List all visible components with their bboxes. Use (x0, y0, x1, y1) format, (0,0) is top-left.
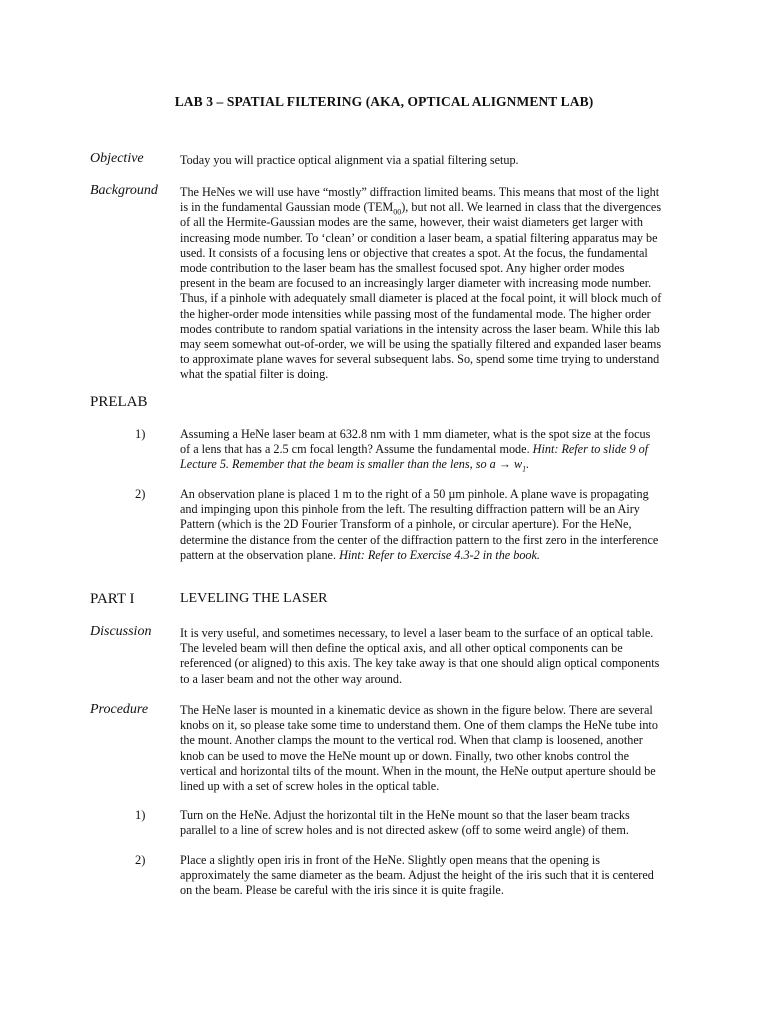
prelab-item-1 (180, 427, 680, 473)
prelab-item-text: pattern at the observation plane. (180, 547, 340, 562)
procedure-line: lined up with a set of screw holes in the optical table. (180, 779, 440, 794)
prelab-hint-text: Lecture 5. Remember that the beam is smaller than the lens, so a → w (180, 457, 523, 472)
prelab-item-line (180, 442, 680, 457)
prelab-item-line: Assuming a HeNe laser beam at 632.8 nm with 1 mm diameter, what is the spot size at the focus (180, 427, 651, 441)
objective-label: Objective (90, 151, 144, 166)
prelab-item-number: 2) (135, 487, 146, 501)
document-title: LAB 3 – SPATIAL FILTERING (AKA, OPTICAL ALIGNMENT LAB) (174, 94, 594, 109)
procedure-step-1 (180, 808, 680, 838)
procedure-step-2 (180, 853, 680, 899)
prelab-item-2 (180, 487, 680, 563)
background-line: of all the Hermite-Gaussian modes are the same, however, their waist diameters get larger with (180, 215, 643, 230)
procedure-step-number: 1) (135, 808, 146, 822)
procedure-line: knobs on it, so please take some time to understand them. One of them clamps the HeNe tube into (180, 718, 658, 733)
procedure-line: vertical and horizontal tilts of the mount. When in the mount, the HeNe output aperture should be (180, 763, 656, 778)
prelab-item-line: determine the distance from the center of the diffraction pattern to the first zero in the interference (180, 532, 659, 547)
procedure-label: Procedure (90, 702, 149, 717)
procedure-line: knob can be used to move the HeNe mount up or down. Finally, two other knobs control the (180, 748, 630, 763)
procedure-text (180, 703, 680, 794)
background-line: present in the beam are focused to an increasingly larger diameter with increasing mode number. (180, 276, 652, 291)
prelab-label: PRELAB (90, 394, 148, 410)
background-line: what the spatial filter is doing. (180, 367, 329, 382)
background-text (180, 185, 680, 383)
prelab-item-number: 1) (135, 427, 146, 441)
background-line: mode contribution to the laser beam has the smallest focused spot. Any higher order modes (180, 261, 625, 276)
background-line: to approximate plane waves for several subsequent labs. So, spend some time trying to understand (180, 352, 660, 367)
discussion-line: to a laser beam and not the other way around. (180, 671, 403, 686)
procedure-line: The HeNe laser is mounted in a kinematic device as shown in the figure below. There are several (180, 703, 653, 717)
background-line-part: ), but not all. We learned in class that the divergences (401, 200, 662, 215)
hint-subscript: 1 (522, 464, 527, 474)
objective-text (180, 153, 680, 168)
procedure-step-line: Turn on the HeNe. Adjust the horizontal tilt in the HeNe mount so that the laser beam tracks (180, 808, 630, 822)
background-line: modes contribute to random spatial variations in the intensity across the laser beam. While this lab (180, 321, 660, 336)
discussion-line: It is very useful, and sometimes necessary, to level a laser beam to the surface of an optical table. (180, 626, 654, 640)
background-line (180, 200, 680, 215)
prelab-item-line (180, 548, 680, 563)
discussion-line: referenced (or aligned) to this axis. The key take away is that one should align optical components (180, 656, 660, 671)
prelab-item-line: An observation plane is placed 1 m to the right of a 50 µm pinhole. A plane wave is propagating (180, 487, 649, 501)
hint-period: . (526, 457, 530, 472)
procedure-step-line: approximately the same diameter as the beam. Adjust the height of the iris such that it is centered (180, 868, 654, 883)
background-line: used. It consists of a focusing lens or objective that creates a spot. At the focus, the fundamental (180, 245, 648, 260)
prelab-hint: Hint: Refer to Exercise 4.3-2 in the book. (339, 547, 540, 562)
tem-subscript: 00 (393, 207, 402, 217)
background-line-part: is in the fundamental Gaussian mode (TEM (180, 200, 394, 215)
background-line: increasing mode number. To ‘clean’ or condition a laser beam, a spatial filtering apparatus may be (180, 230, 658, 245)
background-label: Background (90, 183, 158, 198)
procedure-step-line: Place a slightly open iris in front of the HeNe. Slightly open means that the opening is (180, 853, 601, 867)
part-label: PART I (90, 591, 135, 607)
prelab-item-line: and impinging upon this pinhole from the left. The resulting diffraction pattern will be an Airy (180, 502, 640, 517)
prelab-hint: Hint: Refer to slide 9 of (532, 442, 649, 457)
discussion-label: Discussion (90, 624, 152, 639)
prelab-item-line: Pattern (which is the 2D Fourier Transform of a pinhole, or circular aperture). For the HeNe, (180, 517, 632, 532)
background-line: Thus, if a pinhole with adequately small diameter is placed at the focal point, it will block much of (180, 291, 662, 306)
part-heading: LEVELING THE LASER (180, 591, 328, 606)
procedure-step-line: parallel to a line of screw holes and is not directed askew (off to some weird angle) of them. (180, 823, 629, 838)
discussion-text (180, 626, 680, 687)
objective-line: Today you will practice optical alignment via a spatial filtering setup. (180, 153, 519, 167)
background-line: the higher-order mode intensities while passing most of the fundamental mode. The higher order (180, 306, 651, 321)
procedure-step-line: on the beam. Please be careful with the iris since it is quite fragile. (180, 883, 504, 898)
background-line: The HeNes we will use have “mostly” diffraction limited beams. This means that most of the light (180, 185, 660, 199)
procedure-line: the mount. Another clamps the mount to the vertical rod. When that clamp is loosened, another (180, 733, 643, 748)
prelab-hint-line (180, 457, 680, 472)
prelab-item-text: of a lens that has a 2.5 cm focal length? Assume the fundamental mode. (180, 442, 533, 457)
procedure-step-number: 2) (135, 853, 146, 867)
background-line: may seem somewhat out-of-order, we will be using the spatially filtered and expanded laser beams (180, 337, 662, 352)
discussion-line: The leveled beam will then define the optical axis, and all other optical components can be (180, 641, 623, 656)
